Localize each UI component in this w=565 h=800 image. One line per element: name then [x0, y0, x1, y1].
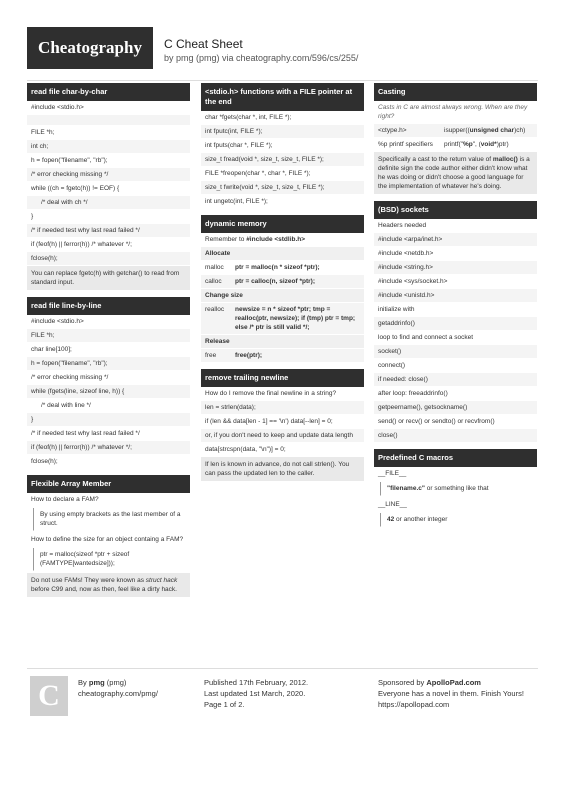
card-trailing-newline — [201, 369, 364, 482]
column-2 — [201, 83, 364, 488]
memory-row — [201, 349, 364, 363]
casting-intro: Casts in C are almost always wrong. When are they right? — [374, 101, 537, 124]
code-line: char line[100]; — [27, 343, 190, 357]
code-line: #include <arpa/inet.h> — [374, 233, 537, 247]
func-name: free — [205, 352, 217, 359]
header-divider — [27, 80, 538, 81]
text-line: or, if you don't need to keep and update data length — [201, 429, 364, 443]
fam-answer: ptr = malloc(sizeof *ptr + sizeof (FAMTYPE[wantedsize])); — [33, 548, 186, 571]
code-line: /* if needed test why last read failed */ — [27, 224, 190, 238]
card-body — [201, 233, 364, 363]
note-italic: struct hack — [145, 577, 178, 584]
code-line: } — [27, 413, 190, 427]
intro-bold: #include <stdlib.h> — [246, 236, 306, 243]
card-note — [27, 573, 190, 598]
fam-answer: By using empty brackets as the last member of a struct. — [33, 508, 186, 531]
cast-context: %p printf specifiers — [378, 141, 433, 148]
card-predefined-macros — [374, 449, 537, 527]
section-subheader: Release — [201, 335, 364, 349]
card-fam — [27, 475, 190, 598]
section-subheader: Change size — [201, 289, 364, 303]
func-usage: newsize = n * sizeof *ptr; tmp = realloc(ptr, newsize); if (tmp) ptr = tmp; else /* ptr is still valid */; — [235, 306, 356, 331]
code-line: close() — [374, 429, 537, 443]
updated-date: Last updated 1st March, 2020. — [204, 689, 306, 698]
casting-row — [374, 138, 537, 152]
code-line — [27, 115, 190, 126]
card-title: Casting — [374, 83, 537, 101]
note-text: before C99 and, now as then, feel like a dirty hack. — [31, 586, 177, 593]
code-line: int ungetc(int, FILE *); — [201, 195, 364, 209]
code-line: connect() — [374, 359, 537, 373]
author-avatar: C — [30, 676, 68, 716]
card-title: dynamic memory — [201, 215, 364, 233]
code-line: FILE *h; — [27, 126, 190, 140]
code-line: data[strcspn(data, "\n")] = 0; — [201, 443, 364, 457]
author-url[interactable]: cheatography.com/pmg/ — [78, 689, 158, 698]
code-line: after loop: freeaddrinfo() — [374, 387, 537, 401]
code-line: /* if needed test why last read failed */ — [27, 427, 190, 441]
column-3 — [374, 83, 537, 533]
memory-row — [201, 261, 364, 275]
card-title: (BSD) sockets — [374, 201, 537, 219]
section-subheader: Allocate — [201, 247, 364, 261]
func-name: calloc — [205, 278, 222, 285]
cast-example: printf("%p", (void*)ptr) — [444, 141, 509, 148]
code-line: getaddrinfo() — [374, 317, 537, 331]
card-body — [27, 493, 190, 598]
card-body — [374, 101, 537, 195]
page-title: C Cheat Sheet — [164, 37, 243, 51]
code-line: initialize with — [374, 303, 537, 317]
card-title: Flexible Array Member — [27, 475, 190, 493]
fam-question: How to define the size for an object containg a FAM? — [27, 533, 190, 547]
author-line: By pmg (pmg) — [78, 678, 127, 687]
note-text: Do not use FAMs! They were known as — [31, 577, 144, 584]
sponsor-text: Everyone has a novel in them. Finish Yours! — [378, 689, 524, 698]
cast-example: isupper((unsigned char)ch) — [444, 127, 526, 134]
card-title: remove trailing newline — [201, 369, 364, 387]
code-line: fclose(h); — [27, 455, 190, 469]
author-link[interactable]: pmg — [88, 678, 105, 687]
code-line: Headers needed — [374, 219, 537, 233]
code-line: loop to find and connect a socket — [374, 331, 537, 345]
code-line: char *fgets(char *, int, FILE *); — [201, 111, 364, 125]
func-usage: ptr = malloc(n * sizeof *ptr); — [235, 264, 320, 271]
code-line: } — [27, 210, 190, 224]
card-title: Predefined C macros — [374, 449, 537, 467]
card-bsd-sockets — [374, 201, 537, 443]
macro-value: 42 or another integer — [380, 513, 533, 527]
code-line: h = fopen("filename", "rb"); — [27, 357, 190, 371]
memory-row — [201, 275, 364, 289]
macro-name: __LINE__ — [374, 498, 537, 512]
memory-row — [201, 303, 364, 335]
card-read-char — [27, 83, 190, 291]
card-body — [201, 387, 364, 482]
card-dynamic-memory — [201, 215, 364, 363]
cast-context: <ctype.h> — [378, 127, 407, 134]
fam-question: How to declare a FAM? — [27, 493, 190, 507]
code-line: FILE *h; — [27, 329, 190, 343]
code-line: h = fopen("filename", "rb"); — [27, 154, 190, 168]
card-title: read file char-by-char — [27, 83, 190, 101]
intro-text: Remember to — [205, 236, 245, 243]
code-line: if needed: close() — [374, 373, 537, 387]
card-body — [374, 219, 537, 443]
card-note: Specifically a cast to the return value of malloc() is a definite sign the code author either didn't know what he was doing or didn't choose a good language for the implementation of whatever he's doing. — [374, 152, 537, 195]
code-line: send() or recv() or sendto() or recvfrom() — [374, 415, 537, 429]
code-line: /* deal with ch */ — [27, 196, 190, 210]
page-subtitle: by pmg (pmg) via cheatography.com/596/cs/255/ — [164, 53, 359, 63]
footer-meta — [204, 677, 308, 710]
func-usage: free(ptr); — [235, 352, 263, 359]
code-line: fclose(h); — [27, 252, 190, 266]
card-title: read file line-by-line — [27, 297, 190, 315]
text-line: How do I remove the final newline in a string? — [201, 387, 364, 401]
card-note: You can replace fgetc(h) with getchar() to read from standard input. — [27, 266, 190, 291]
macro-value: "filename.c" or something like that — [380, 482, 533, 496]
memory-intro — [201, 233, 364, 247]
func-name: malloc — [205, 264, 224, 271]
code-line: int fputc(int, FILE *); — [201, 125, 364, 139]
footer-sponsor — [378, 677, 528, 710]
code-line: /* error checking missing */ — [27, 168, 190, 182]
footer-divider — [27, 668, 538, 669]
code-line: #include <unistd.h> — [374, 289, 537, 303]
code-line: int ch; — [27, 140, 190, 154]
code-line: len = strlen(data); — [201, 401, 364, 415]
code-line: while ((ch = fgetc(h)) != EOF) { — [27, 182, 190, 196]
footer-author — [78, 677, 158, 699]
card-body — [27, 101, 190, 291]
sponsor-url[interactable]: https://apollopad.com — [378, 700, 450, 709]
code-line: if (feof(h) || ferror(h)) /* whatever */; — [27, 441, 190, 455]
code-line: /* deal with line */ — [27, 399, 190, 413]
card-body — [27, 315, 190, 469]
code-line: if (len && data[len - 1] == '\n') data[--len] = 0; — [201, 415, 364, 429]
sponsor-link[interactable]: ApolloPad.com — [426, 678, 481, 687]
cheatography-logo[interactable]: Cheatography — [27, 27, 153, 69]
code-line: socket() — [374, 345, 537, 359]
column-1 — [27, 83, 190, 604]
sponsor-line: Sponsored by ApolloPad.com — [378, 678, 481, 687]
code-line: #include <netdb.h> — [374, 247, 537, 261]
card-body — [374, 467, 537, 527]
card-note: If len is known in advance, do not call strlen(). You can pass the updated len to the caller. — [201, 457, 364, 482]
code-line: while (fgets(line, sizeof line, h)) { — [27, 385, 190, 399]
macro-name: __FILE__ — [374, 467, 537, 481]
code-line: getpeername(), getsockname() — [374, 401, 537, 415]
casting-row — [374, 124, 537, 138]
code-line: #include <stdio.h> — [27, 101, 190, 115]
code-line: #include <stdio.h> — [27, 315, 190, 329]
card-body — [201, 111, 364, 209]
code-line: int fputs(char *, FILE *); — [201, 139, 364, 153]
code-line: size_t fwrite(void *, size_t, size_t, FILE *); — [201, 181, 364, 195]
card-read-line — [27, 297, 190, 469]
code-line: size_t fread(void *, size_t, size_t, FILE *); — [201, 153, 364, 167]
code-line: #include <string.h> — [374, 261, 537, 275]
page-number: Page 1 of 2. — [204, 700, 245, 709]
card-casting — [374, 83, 537, 195]
func-name: realloc — [205, 306, 225, 313]
card-title: <stdio.h> functions with a FILE pointer at the end — [201, 83, 364, 111]
code-line: FILE *freopen(char *, char *, FILE *); — [201, 167, 364, 181]
code-line: #include <sys/socket.h> — [374, 275, 537, 289]
func-usage: ptr = calloc(n, sizeof *ptr); — [235, 278, 315, 285]
published-date: Published 17th February, 2012. — [204, 678, 309, 687]
code-line: if (feof(h) || ferror(h)) /* whatever */; — [27, 238, 190, 252]
code-line: /* error checking missing */ — [27, 371, 190, 385]
card-stdio-file — [201, 83, 364, 209]
